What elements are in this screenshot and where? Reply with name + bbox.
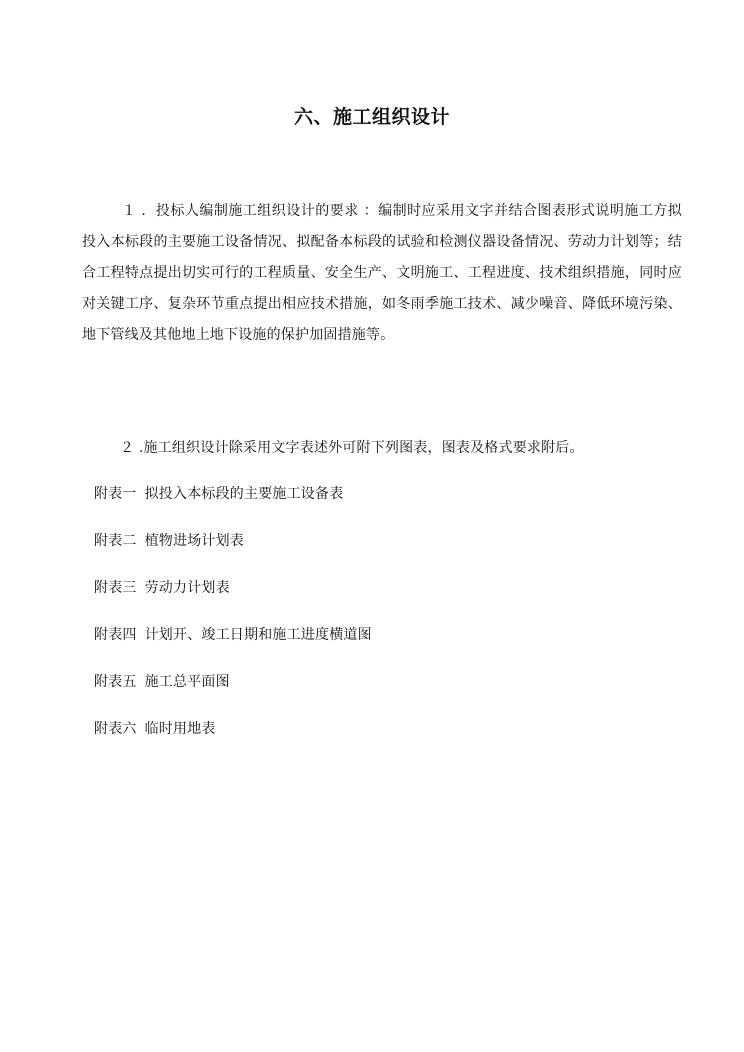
appendix-text: 计划开、竣工日期和施工进度横道图 (144, 627, 372, 643)
appendix-label: 附表二 (94, 533, 137, 549)
appendix-text: 施工总平面图 (144, 674, 230, 690)
appendix-list (94, 480, 654, 762)
appendix-text: 拟投入本标段的主要施工设备表 (144, 486, 344, 502)
appendix-text: 植物进场计划表 (144, 533, 245, 549)
appendix-item (94, 480, 654, 527)
appendix-label: 附表一 (94, 486, 137, 502)
appendix-item (94, 621, 654, 668)
appendix-item (94, 574, 654, 621)
appendix-label: 附表三 (94, 580, 137, 596)
appendix-text: 劳动力计划表 (144, 580, 230, 596)
paragraph-requirements: １ ．投标人编制施工组织设计的要求 ：编制时应采用文字并结合图表形式说明施工方拟投入本标段的主要施工设备情况、拟配备本标段的试验和检测仪器设备情况、劳动力计划等；结合工程特点提出切实可行的工程质量、安全生产、文明施工、工程进度、技术组织措施，同时应对关键工序、复杂环节重点提出相应技术措施，如冬雨季施工技术、减少噪音、降低环境污染、地下管线及其他地上地下设施的保护加固措施等。 (82, 203, 682, 343)
appendix-item (94, 668, 654, 715)
appendix-item (94, 527, 654, 574)
appendix-label: 附表六 (94, 721, 137, 737)
page-title: 六、施工组织设计 (293, 106, 450, 128)
appendix-text: 临时用地表 (144, 721, 216, 737)
appendix-label: 附表四 (94, 627, 137, 643)
appendix-item (94, 715, 654, 762)
appendix-label: 附表五 (94, 674, 137, 690)
paragraph-attachments-intro: ２ .施工组织设计除采用文字表述外可附下列图表，图表及格式要求附后。 (120, 440, 584, 456)
